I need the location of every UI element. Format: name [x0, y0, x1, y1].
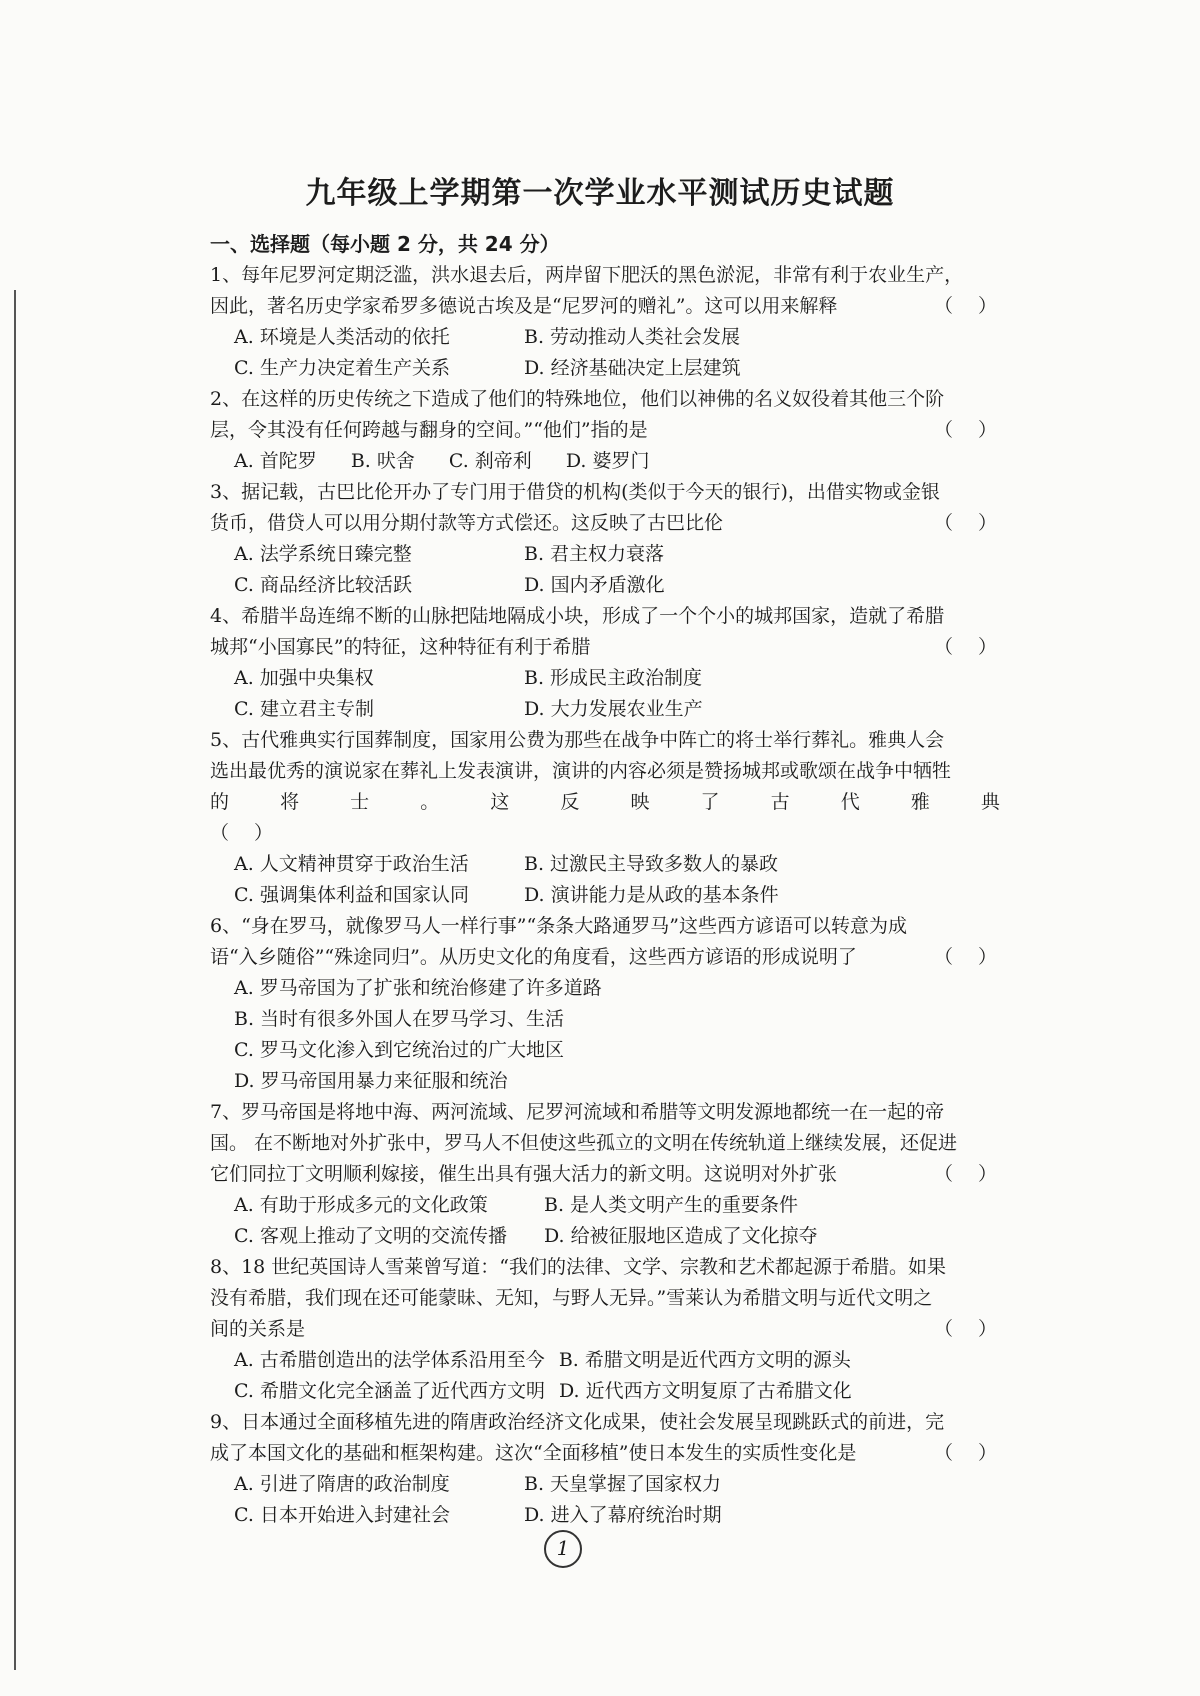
answer-blank[interactable]: （ ） — [934, 946, 998, 968]
option-d[interactable]: D. 经济基础决定上层建筑 — [524, 357, 741, 379]
question-5 — [210, 725, 1000, 911]
option-d[interactable]: D. 婆罗门 — [565, 450, 650, 472]
option-c[interactable]: C. 希腊文化完全涵盖了近代西方文明 — [234, 1380, 545, 1402]
option-d[interactable]: D. 演讲能力是从政的基本条件 — [524, 884, 779, 906]
option-c[interactable]: C. 客观上推动了文明的交流传播 — [234, 1225, 507, 1247]
answer-blank[interactable]: （ ） — [934, 1163, 998, 1185]
answer-blank[interactable]: （ ） — [934, 636, 998, 658]
option-b[interactable]: B. 希腊文明是近代西方文明的源头 — [558, 1349, 851, 1371]
option-d[interactable]: D. 近代西方文明复原了古希腊文化 — [558, 1380, 852, 1402]
option-a[interactable]: A. 引进了隋唐的政治制度 — [234, 1473, 450, 1495]
option-c[interactable]: C. 强调集体利益和国家认同 — [234, 884, 469, 906]
option-c[interactable]: C. 生产力决定着生产关系 — [234, 357, 450, 379]
option-b[interactable]: B. 当时有很多外国人在罗马学习、生活 — [234, 1008, 565, 1030]
option-d[interactable]: D. 进入了幕府统治时期 — [524, 1504, 722, 1526]
option-a[interactable]: A. 古希腊创造出的法学体系沿用至今 — [234, 1349, 545, 1371]
binding-margin-line — [14, 290, 16, 1670]
option-a[interactable]: A. 首陀罗 — [234, 450, 317, 472]
question-stem-line: 9、日本通过全面移植先进的隋唐政治经济文化成果，使社会发展呈现跳跃式的前进，完 — [210, 1411, 945, 1433]
option-b[interactable]: B. 天皇掌握了国家权力 — [524, 1473, 722, 1495]
option-c[interactable]: C. 建立君主专制 — [234, 698, 374, 720]
question-stem-line: 城邦“小国寡民”的特征，这种特征有利于希腊 — [210, 636, 591, 658]
option-d[interactable]: D. 给被征服地区造成了文化掠夺 — [544, 1225, 818, 1247]
question-stem-line: 因此，著名历史学家希罗多德说古埃及是“尼罗河的赠礼”。这可以用来解释 — [210, 295, 838, 317]
option-a[interactable]: A. 加强中央集权 — [234, 667, 374, 689]
option-b[interactable]: B. 劳动推动人类社会发展 — [524, 326, 741, 348]
option-a[interactable]: A. 有助于形成多元的文化政策 — [234, 1194, 488, 1216]
option-a[interactable]: A. 罗马帝国为了扩张和统治修建了许多道路 — [234, 977, 602, 999]
question-2 — [210, 384, 1000, 477]
question-3 — [210, 477, 1000, 601]
option-b[interactable]: B. 君主权力衰落 — [524, 543, 665, 565]
section-heading: 一、选择题（每小题 2 分，共 24 分） — [210, 232, 560, 256]
option-d[interactable]: D. 罗马帝国用暴力来征服和统治 — [234, 1070, 508, 1092]
question-stem-line: 货币，借贷人可以用分期付款等方式偿还。这反映了古巴比伦 — [210, 512, 724, 534]
question-stem-line: 4、希腊半岛连绵不断的山脉把陆地隔成小块，形成了一个个小的城邦国家，造就了希腊 — [210, 605, 945, 627]
question-stem-line-spread: 的 将 士 。 这 反 映 了 古 代 雅 典 — [210, 791, 1000, 813]
question-stem-line: 5、古代雅典实行国葬制度，国家用公费为那些在战争中阵亡的将士举行葬礼。雅典人会 — [210, 729, 945, 751]
question-stem-line: 8、18 世纪英国诗人雪莱曾写道：“我们的法律、文学、宗教和艺术都起源于希腊。如果 — [210, 1256, 947, 1278]
question-stem-line: 成了本国文化的基础和框架构建。这次“全面移植”使日本发生的实质性变化是 — [210, 1442, 857, 1464]
question-stem-line: 没有希腊，我们现在还可能蒙昧、无知，与野人无异。”雪莱认为希腊文明与近代文明之 — [210, 1287, 933, 1309]
question-stem-line: 选出最优秀的演说家在葬礼上发表演讲，演讲的内容必须是赞扬城邦或歌颂在战争中牺牲 — [210, 760, 952, 782]
option-b[interactable]: B. 是人类文明产生的重要条件 — [544, 1194, 799, 1216]
question-9 — [210, 1407, 1000, 1531]
option-c[interactable]: C. 刹帝利 — [448, 450, 532, 472]
question-8 — [210, 1252, 1000, 1407]
question-stem-line: 国。 在不断地对外扩张中，罗马人不但使这些孤立的文明在传统轨道上继续发展，还促进 — [210, 1132, 958, 1154]
answer-blank[interactable]: （ ） — [934, 512, 998, 534]
question-stem-line: 6、“身在罗马，就像罗马人一样行事”“条条大路通罗马”这些西方谚语可以转意为成 — [210, 915, 907, 937]
question-stem-line: 1、每年尼罗河定期泛滥，洪水退去后，两岸留下肥沃的黑色淤泥，非常有利于农业生产， — [210, 264, 964, 286]
answer-blank[interactable]: （ ） — [934, 1442, 998, 1464]
option-d[interactable]: D. 国内矛盾激化 — [524, 574, 665, 596]
question-stem-line: 2、在这样的历史传统之下造成了他们的特殊地位，他们以神佛的名义奴役着其他三个阶 — [210, 388, 945, 410]
question-stem-line: 语“入乡随俗”“殊途同归”。从历史文化的角度看，这些西方谚语的形成说明了 — [210, 946, 857, 968]
question-stem-line: 它们同拉丁文明顺利嫁接，催生出具有强大活力的新文明。这说明对外扩张 — [210, 1163, 838, 1185]
option-c[interactable]: C. 日本开始进入封建社会 — [234, 1504, 450, 1526]
answer-blank[interactable]: （ ） — [934, 295, 998, 317]
answer-blank[interactable]: （ ） — [210, 822, 274, 844]
question-6 — [210, 911, 1000, 1097]
answer-blank[interactable]: （ ） — [934, 419, 998, 441]
option-a[interactable]: A. 法学系统日臻完整 — [234, 543, 412, 565]
page-number: 1 — [544, 1530, 582, 1568]
question-stem-line: 层，令其没有任何跨越与翻身的空间。”“他们”指的是 — [210, 419, 648, 441]
question-1 — [210, 260, 1000, 384]
option-b[interactable]: B. 过激民主导致多数人的暴政 — [524, 853, 779, 875]
option-a[interactable]: A. 人文精神贯穿于政治生活 — [234, 853, 469, 875]
option-b[interactable]: B. 形成民主政治制度 — [524, 667, 703, 689]
question-7 — [210, 1097, 1000, 1252]
question-4 — [210, 601, 1000, 725]
option-a[interactable]: A. 环境是人类活动的依托 — [234, 326, 450, 348]
option-b[interactable]: B. 吠舍 — [350, 450, 415, 472]
option-c[interactable]: C. 罗马文化渗入到它统治过的广大地区 — [234, 1039, 564, 1061]
question-stem-line: 7、罗马帝国是将地中海、两河流域、尼罗河流域和希腊等文明发源地都统一在一起的帝 — [210, 1101, 945, 1123]
question-list — [210, 260, 1000, 1531]
question-stem-line: 3、据记载，古巴比伦开办了专门用于借贷的机构(类似于今天的银行)，出借实物或金银 — [210, 481, 940, 503]
option-c[interactable]: C. 商品经济比较活跃 — [234, 574, 412, 596]
option-d[interactable]: D. 大力发展农业生产 — [524, 698, 703, 720]
page-title: 九年级上学期第一次学业水平测试历史试题 — [305, 176, 895, 211]
answer-blank[interactable]: （ ） — [934, 1318, 998, 1340]
question-stem-line: 间的关系是 — [210, 1318, 306, 1340]
